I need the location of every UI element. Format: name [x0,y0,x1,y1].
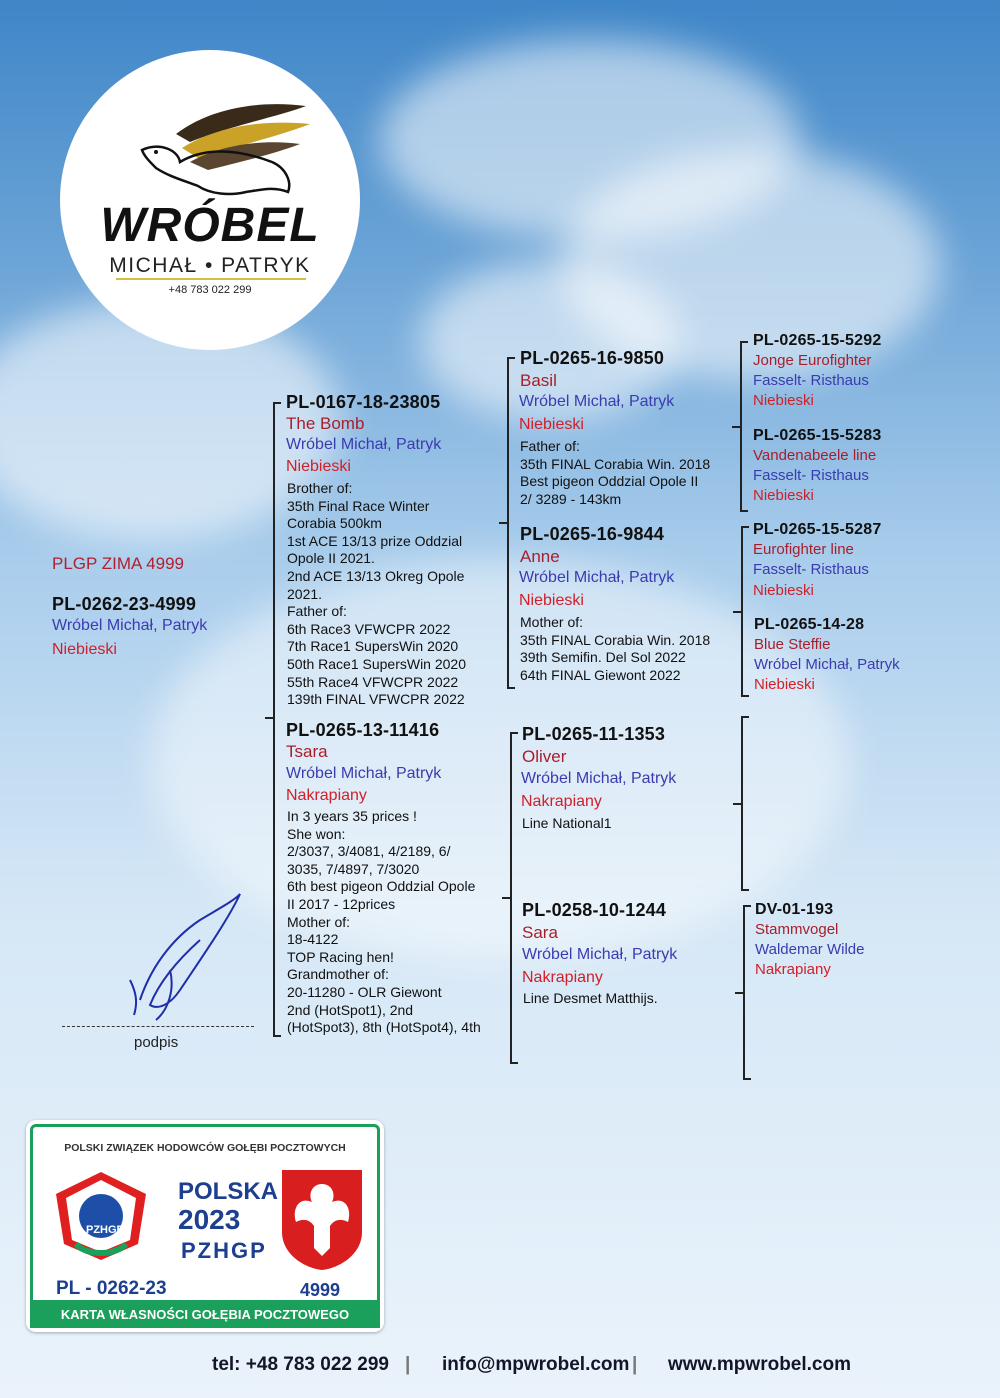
card-org: POLSKI ZWIĄZEK HODOWCÓW GOŁĘBI POCZTOWYCH [64,1142,346,1154]
sire-notes: Brother of: 35th Final Race Winter Corabia 500km 1st ACE 13/13 prize Oddzial Opole II 2021. 2nd ACE 13/13 Okreg Opole 2021. Father of: 6th Race3 VFWCPR 2022 7th Race1 SupersWin 2020 50th Race1 SupersWin 2020 55th Race4 VFWCPR 2022 139th FINAL VFWCPR 2022 [287,480,466,708]
bracket-tick [740,510,748,512]
bracket-tick [499,522,507,524]
bracket-tick [741,716,749,718]
signature-label: podpis [134,1034,179,1051]
bracket-tick [735,992,743,994]
bracket-gen3 [740,341,742,511]
pzhgp-emblem-icon [46,1164,156,1264]
brand-phone: +48 783 022 299 [168,284,252,296]
footer-website[interactable]: www.mpwrobel.com [668,1354,851,1375]
ssd-ring: PL-0265-15-5283 [753,427,882,444]
sds-name: Eurofighter line [753,541,854,558]
bracket-tick [265,717,273,719]
card-ring-prefix: PL - 0262-23 [56,1278,167,1299]
bracket-tick [507,687,515,689]
sire-ring: PL-0167-18-23805 [286,392,441,412]
subject-tag: PLGP ZIMA 4999 [52,554,184,573]
footer-separator: | [632,1354,638,1375]
ss-breeder: Wróbel Michał, Patryk [519,393,675,410]
dds-name: Stammvogel [755,921,839,938]
card-country: POLSKA [178,1178,279,1205]
bracket-tick [743,905,751,907]
dd-name: Sara [522,923,558,942]
bracket-gen3 [741,526,743,696]
dam-breeder: Wróbel Michał, Patryk [286,765,442,782]
sds-ring: PL-0265-15-5287 [753,521,882,538]
bracket-gen2-sire [507,357,509,688]
ds-color: Nakrapiany [521,793,602,810]
bracket-gen2-dam [510,732,512,1063]
bracket-tick [502,897,510,899]
dam-ring: PL-0265-13-11416 [286,720,440,740]
sire-name: The Bomb [286,414,365,433]
sds-breeder: Fasselt- Risthaus [753,561,869,578]
dam-notes: In 3 years 35 prices ! She won: 2/3037, 3/4081, 4/2189, 6/ 3035, 7/4897, 7/3020 6th best pigeon Oddzial Opole II 2017 - 12prices Mother of: 18-4122 TOP Racing hen! Grandmother of: 20-11280 - OLR Giewont 2nd (HotSpot1), 2nd (HotSpot3), 8th (HotSpot4), 4th [287,808,481,1036]
sd-name: Anne [520,547,560,566]
bracket-tick [733,803,741,805]
footer-email[interactable]: info@mpwrobel.com [442,1354,630,1375]
subject-ring: PL-0262-23-4999 [52,594,197,614]
sdd-name: Blue Steffie [754,636,831,653]
bracket-tick [741,526,749,528]
dds-ring: DV-01-193 [755,901,834,918]
bracket-gen3 [741,716,743,890]
signature-icon [110,880,270,1040]
bracket-tick [273,1035,281,1037]
bracket-tick [733,611,741,613]
bracket-tick [741,695,749,697]
subject-color: Niebieski [52,641,117,658]
dam-color: Nakrapiany [286,787,367,804]
dds-breeder: Waldemar Wilde [755,941,865,958]
dd-ring: PL-0258-10-1244 [522,900,667,920]
bracket-tick [510,732,518,734]
sss-breeder: Fasselt- Risthaus [753,372,869,389]
ss-name: Basil [520,371,557,390]
dd-color: Nakrapiany [522,969,603,986]
sss-ring: PL-0265-15-5292 [753,332,882,349]
card-year: 2023 [178,1204,241,1235]
dds-color: Nakrapiany [755,961,831,978]
sdd-color: Niebieski [754,676,815,693]
bracket-tick [507,357,515,359]
card-ring-number: 4999 [300,1280,341,1300]
ssd-name: Vandenabeele line [753,447,877,464]
sss-color: Niebieski [753,392,814,409]
logo-badge [60,50,360,350]
sire-color: Niebieski [286,458,351,475]
brand-name: WRÓBEL [100,199,320,252]
sd-breeder: Wróbel Michał, Patryk [519,569,675,586]
card-assoc: PZHGP [181,1238,267,1263]
bracket-tick [273,402,281,404]
ssd-color: Niebieski [753,487,814,504]
brand-underline [116,278,306,280]
emblem-label: PZHGP [86,1224,124,1236]
brand-subtitle: MICHAŁ • PATRYK [109,254,311,277]
ds-breeder: Wróbel Michał, Patryk [521,770,677,787]
bracket-gen1 [273,402,275,1036]
ownership-card [26,1120,384,1332]
dd-notes: Line Desmet Matthijs. [523,990,658,1006]
sss-name: Jonge Eurofighter [753,352,872,369]
ds-ring: PL-0265-11-1353 [522,724,666,744]
bracket-tick [510,1062,518,1064]
ssd-breeder: Fasselt- Risthaus [753,467,869,484]
sd-color: Niebieski [519,592,584,609]
ss-color: Niebieski [519,416,584,433]
footer-phone[interactable]: tel: +48 783 022 299 [212,1354,389,1375]
ss-notes: Father of: 35th FINAL Corabia Win. 2018 Best pigeon Oddzial Opole II 2/ 3289 - 143km [520,438,711,507]
signature-line [62,1026,254,1027]
ds-notes: Line National1 [522,815,612,831]
card-footer: KARTA WŁASNOŚCI GOŁĘBIA POCZTOWEGO [60,1307,350,1322]
sdd-breeder: Wróbel Michał, Patryk [754,656,900,673]
sdd-ring: PL-0265-14-28 [754,616,865,633]
subject-breeder: Wróbel Michał, Patryk [52,617,208,634]
bracket-tick [732,426,740,428]
bracket-tick [740,341,748,343]
ds-name: Oliver [522,747,567,766]
bracket-tick [741,889,749,891]
ss-ring: PL-0265-16-9850 [520,348,665,368]
dd-breeder: Wróbel Michał, Patryk [522,946,678,963]
sd-notes: Mother of: 35th FINAL Corabia Win. 2018 39th Semifin. Del Sol 2022 64th FINAL Giewont 2022 [520,614,711,683]
bracket-tick [743,1078,751,1080]
sire-breeder: Wróbel Michał, Patryk [286,436,442,453]
sds-color: Niebieski [753,582,814,599]
bracket-gen3 [743,905,745,1079]
polish-eagle-icon [278,1166,366,1272]
dam-name: Tsara [286,742,328,761]
sd-ring: PL-0265-16-9844 [520,524,665,544]
footer-separator: | [405,1354,411,1375]
